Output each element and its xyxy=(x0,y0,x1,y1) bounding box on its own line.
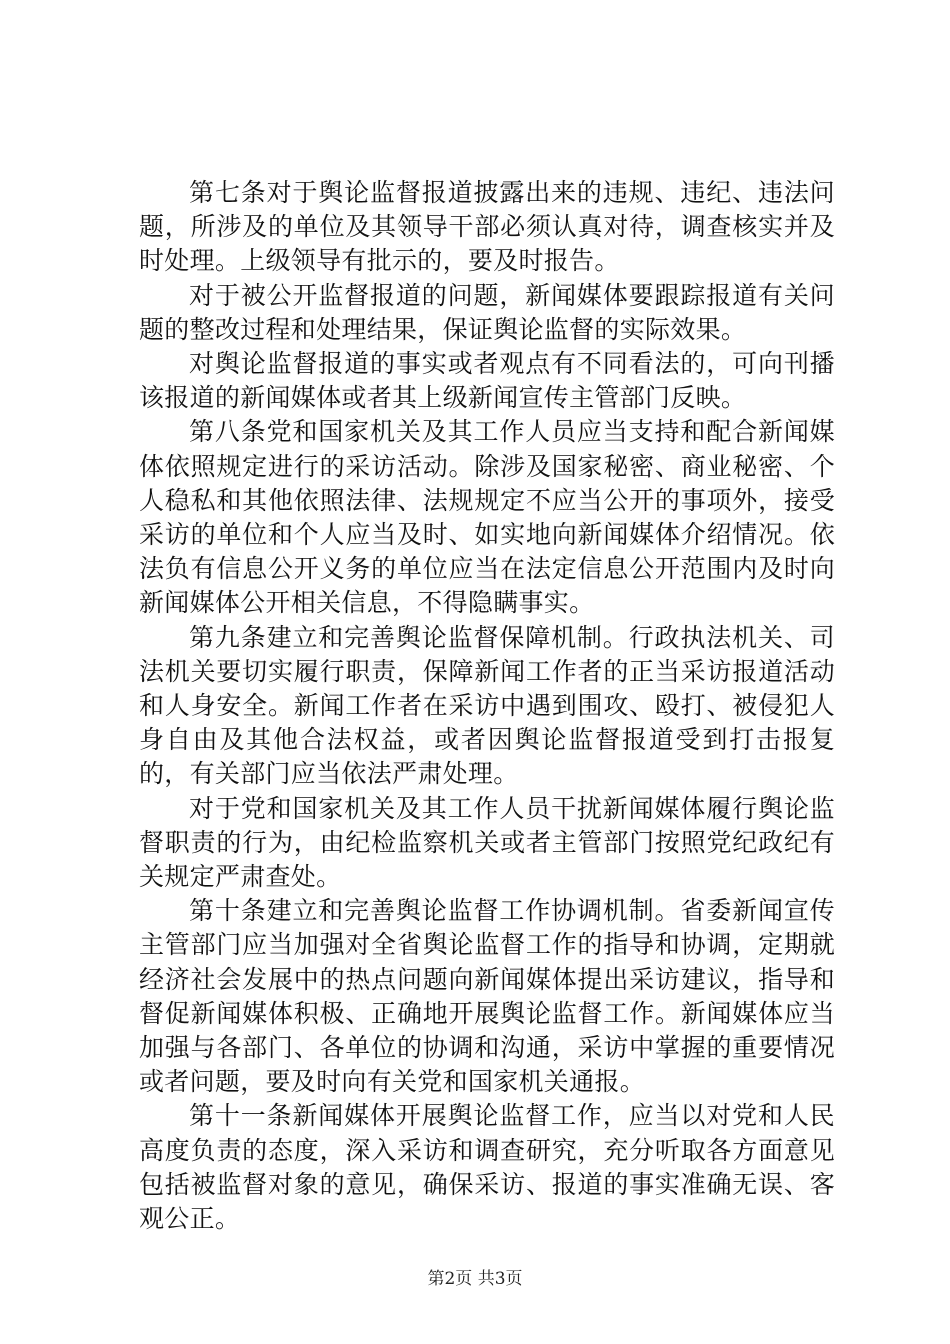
document-body xyxy=(139,176,835,1236)
paragraph-article-8: 第八条党和国家机关及其工作人员应当支持和配合新闻媒体依照规定进行的采访活动。除涉及国家秘密、商业秘密、个人稳私和其他依照法律、法规规定不应当公开的事项外，接受采访的单位和个人应当及时、如实地向新闻媒体介绍情况。依法负有信息公开义务的单位应当在法定信息公开范围内及时向新闻媒体公开相关信息，不得隐瞒事实。 xyxy=(139,417,835,618)
paragraph-objection-channel: 对舆论监督报道的事实或者观点有不同看法的，可向刊播该报道的新闻媒体或者其上级新闻宣传主管部门反映。 xyxy=(139,349,835,413)
page-number-footer: 第2页 共3页 xyxy=(427,1269,523,1289)
paragraph-article-7: 第七条对于舆论监督报道披露出来的违规、违纪、违法问题，所涉及的单位及其领导干部必须认真对待，调查核实并及时处理。上级领导有批示的，要及时报告。 xyxy=(139,178,835,276)
paragraph-article-9: 第九条建立和完善舆论监督保障机制。行政执法机关、司法机关要切实履行职责，保障新闻工作者的正当采访报道活动和人身安全。新闻工作者在采访中遇到围攻、殴打、被侵犯人身自由及其他合法权益，或者因舆论监督报道受到打击报复的，有关部门应当依法严肃处理。 xyxy=(139,622,835,789)
paragraph-article-10: 第十条建立和完善舆论监督工作协调机制。省委新闻宣传主管部门应当加强对全省舆论监督工作的指导和协调，定期就经济社会发展中的热点问题向新闻媒体提出采访建议，指导和督促新闻媒体积极、正确地开展舆论监督工作。新闻媒体应当加强与各部门、各单位的协调和沟通，采访中掌握的重要情况或者问题，要及时向有关党和国家机关通报。 xyxy=(139,896,835,1097)
paragraph-follow-up-reporting: 对于被公开监督报道的问题，新闻媒体要跟踪报道有关问题的整改过程和处理结果，保证舆论监督的实际效果。 xyxy=(139,280,835,344)
paragraph-article-11: 第十一条新闻媒体开展舆论监督工作，应当以对党和人民高度负责的态度，深入采访和调查研究，充分听取各方面意见包括被监督对象的意见，确保采访、报道的事实准确无误、客观公正。 xyxy=(139,1101,835,1234)
paragraph-interference-penalty: 对于党和国家机关及其工作人员干扰新闻媒体履行舆论监督职责的行为，由纪检监察机关或者主管部门按照党纪政纪有关规定严肃查处。 xyxy=(139,793,835,892)
